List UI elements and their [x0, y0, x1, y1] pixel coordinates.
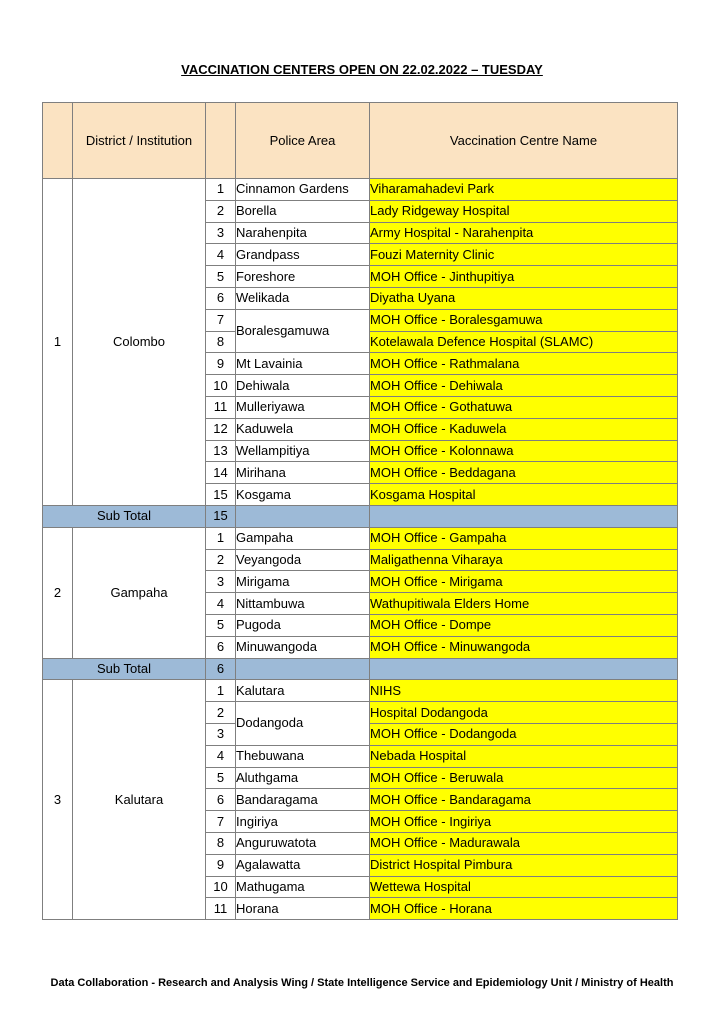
centre-name-cell: Diyatha Uyana: [370, 287, 678, 309]
centre-name-cell: MOH Office - Bandaragama: [370, 789, 678, 811]
header-centre-name: Vaccination Centre Name: [370, 103, 678, 179]
centre-name-cell: MOH Office - Horana: [370, 898, 678, 920]
centre-name-cell: Kotelawala Defence Hospital (SLAMC): [370, 331, 678, 353]
centre-name-cell: MOH Office - Jinthupitiya: [370, 266, 678, 288]
police-area-cell: Grandpass: [236, 244, 370, 266]
centre-name-cell: District Hospital Pimbura: [370, 854, 678, 876]
subtotal-empty-cell: [370, 658, 678, 680]
centre-name-cell: MOH Office - Madurawala: [370, 832, 678, 854]
row-number: 5: [206, 767, 236, 789]
police-area-cell: Wellampitiya: [236, 440, 370, 462]
police-area-cell: Kalutara: [236, 680, 370, 702]
police-area-cell: Gampaha: [236, 527, 370, 549]
police-area-cell: Horana: [236, 898, 370, 920]
header-police-area: Police Area: [236, 103, 370, 179]
row-number: 7: [206, 309, 236, 331]
police-area-cell: Mt Lavainia: [236, 353, 370, 375]
row-number: 10: [206, 876, 236, 898]
footer-credit: Data Collaboration - Research and Analysis Wing / State Intelligence Service and Epidemiology Unit / Ministry of Health: [50, 977, 674, 989]
police-area-cell: Anguruwatota: [236, 832, 370, 854]
centre-name-cell: Fouzi Maternity Clinic: [370, 244, 678, 266]
police-area-cell: Minuwangoda: [236, 636, 370, 658]
district-name: Kalutara: [73, 680, 206, 920]
centre-name-cell: MOH Office - Rathmalana: [370, 353, 678, 375]
subtotal-row: [43, 505, 678, 527]
police-area-cell: Thebuwana: [236, 745, 370, 767]
row-number: 4: [206, 593, 236, 615]
header-district: District / Institution: [73, 103, 206, 179]
row-number: 8: [206, 331, 236, 353]
police-area-cell: Ingiriya: [236, 811, 370, 833]
row-number: 6: [206, 287, 236, 309]
table-header-row: [43, 103, 678, 179]
centre-name-cell: MOH Office - Dehiwala: [370, 375, 678, 397]
police-area-cell: Mirihana: [236, 462, 370, 484]
subtotal-empty-cell: [236, 658, 370, 680]
row-number: 2: [206, 200, 236, 222]
centre-name-cell: MOH Office - Dodangoda: [370, 723, 678, 745]
row-number: 13: [206, 440, 236, 462]
page-title: [0, 62, 724, 77]
centre-name-cell: Wathupitiwala Elders Home: [370, 593, 678, 615]
centre-name-cell: Wettewa Hospital: [370, 876, 678, 898]
police-area-cell: Kosgama: [236, 484, 370, 506]
centre-name-cell: Lady Ridgeway Hospital: [370, 200, 678, 222]
header-row-no: [206, 103, 236, 179]
centre-name-cell: MOH Office - Kolonnawa: [370, 440, 678, 462]
police-area-cell: Kaduwela: [236, 418, 370, 440]
district-number: 3: [43, 680, 73, 920]
centre-name-cell: Army Hospital - Narahenpita: [370, 222, 678, 244]
police-area-cell: Dehiwala: [236, 375, 370, 397]
centre-name-cell: Kosgama Hospital: [370, 484, 678, 506]
row-number: 5: [206, 614, 236, 636]
police-area-cell: Agalawatta: [236, 854, 370, 876]
centre-name-cell: MOH Office - Ingiriya: [370, 811, 678, 833]
centre-name-cell: MOH Office - Kaduwela: [370, 418, 678, 440]
centre-name-cell: MOH Office - Mirigama: [370, 571, 678, 593]
police-area-cell: Welikada: [236, 287, 370, 309]
header-district-no: [43, 103, 73, 179]
police-area-cell: Pugoda: [236, 614, 370, 636]
row-number: 11: [206, 898, 236, 920]
row-number: 10: [206, 375, 236, 397]
centre-name-cell: MOH Office - Gothatuwa: [370, 396, 678, 418]
page-title-text: VACCINATION CENTERS OPEN ON 22.02.2022 – TUESDAY: [181, 62, 543, 77]
row-number: 15: [206, 484, 236, 506]
row-number: 8: [206, 832, 236, 854]
district-number: 2: [43, 527, 73, 658]
row-number: 4: [206, 745, 236, 767]
centre-name-cell: MOH Office - Boralesgamuwa: [370, 309, 678, 331]
subtotal-row: [43, 658, 678, 680]
police-area-cell: Mirigama: [236, 571, 370, 593]
row-number: 1: [206, 527, 236, 549]
row-number: 4: [206, 244, 236, 266]
row-number: 12: [206, 418, 236, 440]
district-number: 1: [43, 179, 73, 506]
subtotal-value: 6: [206, 658, 236, 680]
district-name: Colombo: [73, 179, 206, 506]
centre-name-cell: MOH Office - Beddagana: [370, 462, 678, 484]
subtotal-empty-cell: [236, 505, 370, 527]
centre-name-cell: Nebada Hospital: [370, 745, 678, 767]
row-number: 2: [206, 702, 236, 724]
subtotal-label: Sub Total: [43, 658, 206, 680]
police-area-cell: Narahenpita: [236, 222, 370, 244]
police-area-cell: Mulleriyawa: [236, 396, 370, 418]
table-row: [43, 680, 678, 702]
subtotal-label: Sub Total: [43, 505, 206, 527]
police-area-cell: Foreshore: [236, 266, 370, 288]
police-area-cell: Nittambuwa: [236, 593, 370, 615]
row-number: 9: [206, 353, 236, 375]
row-number: 3: [206, 723, 236, 745]
police-area-cell: Mathugama: [236, 876, 370, 898]
subtotal-empty-cell: [370, 505, 678, 527]
police-area-cell: Dodangoda: [236, 702, 370, 746]
centre-name-cell: MOH Office - Dompe: [370, 614, 678, 636]
row-number: 6: [206, 789, 236, 811]
row-number: 7: [206, 811, 236, 833]
table-row: [43, 527, 678, 549]
centre-name-cell: Viharamahadevi Park: [370, 179, 678, 201]
centre-name-cell: Hospital Dodangoda: [370, 702, 678, 724]
row-number: 3: [206, 222, 236, 244]
police-area-cell: Cinnamon Gardens: [236, 179, 370, 201]
police-area-cell: Bandaragama: [236, 789, 370, 811]
table-row: [43, 179, 678, 201]
police-area-cell: Borella: [236, 200, 370, 222]
row-number: 9: [206, 854, 236, 876]
row-number: 14: [206, 462, 236, 484]
centre-name-cell: MOH Office - Beruwala: [370, 767, 678, 789]
row-number: 5: [206, 266, 236, 288]
row-number: 6: [206, 636, 236, 658]
row-number: 1: [206, 680, 236, 702]
row-number: 11: [206, 396, 236, 418]
centre-name-cell: MOH Office - Minuwangoda: [370, 636, 678, 658]
row-number: 1: [206, 179, 236, 201]
centre-name-cell: Maligathenna Viharaya: [370, 549, 678, 571]
police-area-cell: Veyangoda: [236, 549, 370, 571]
centre-name-cell: NIHS: [370, 680, 678, 702]
district-name: Gampaha: [73, 527, 206, 658]
police-area-cell: Aluthgama: [236, 767, 370, 789]
centre-name-cell: MOH Office - Gampaha: [370, 527, 678, 549]
row-number: 2: [206, 549, 236, 571]
table-body: [43, 179, 678, 920]
vaccination-centres-table: [42, 102, 678, 920]
subtotal-value: 15: [206, 505, 236, 527]
row-number: 3: [206, 571, 236, 593]
police-area-cell: Boralesgamuwa: [236, 309, 370, 353]
